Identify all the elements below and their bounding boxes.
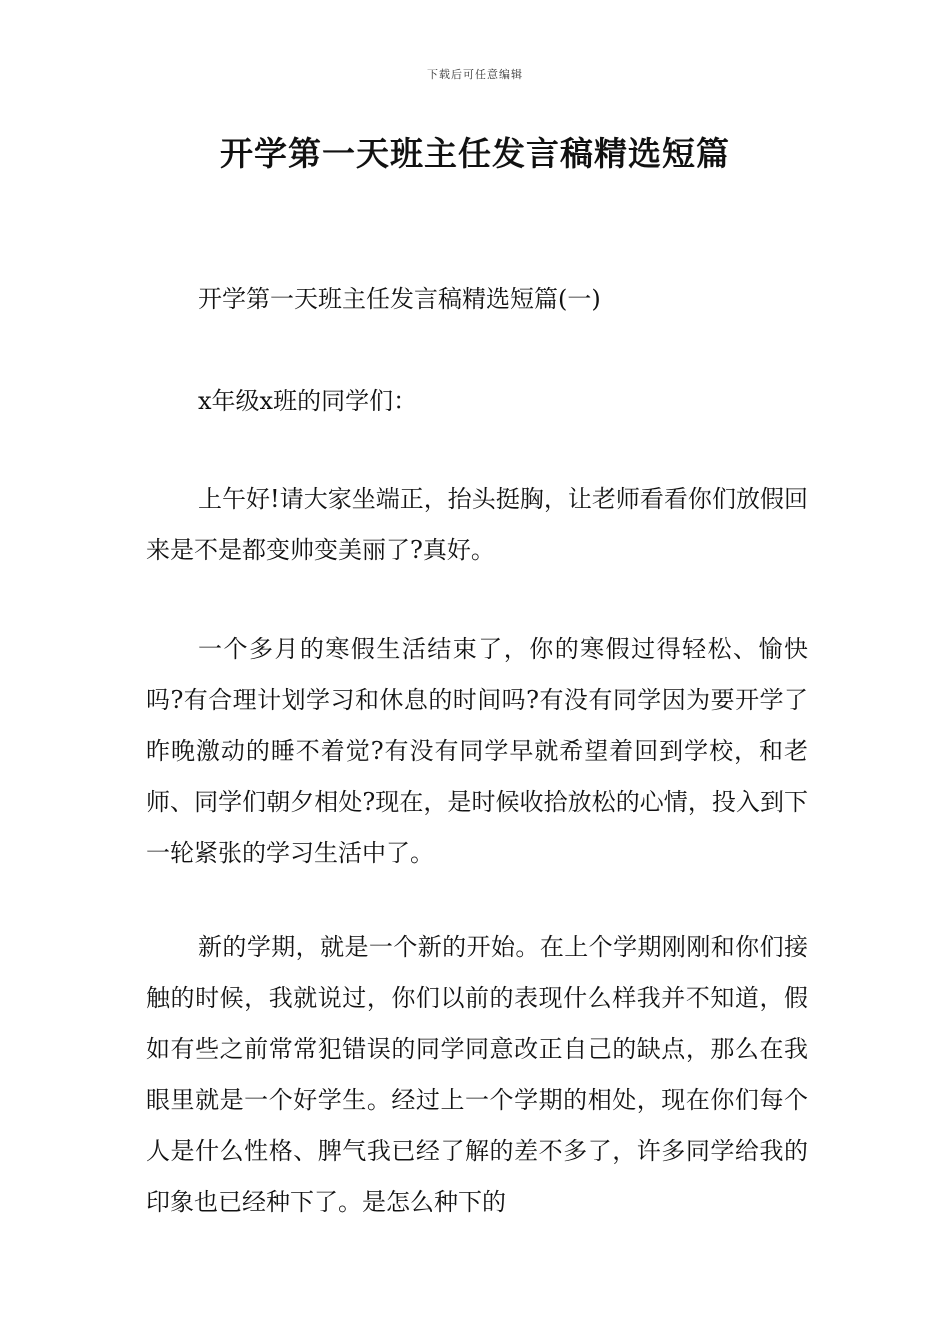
greeting-line: x年级x班的同学们： [198, 387, 418, 415]
document-title: 开学第一天班主任发言稿精选短篇 [220, 134, 730, 173]
paragraph-1: 上午好!请大家坐端正，抬头挺胸，让老师看看你们放假回来是不是都变帅变美丽了?真好。 [146, 485, 808, 564]
section-subtitle: 开学第一天班主任发言稿精选短篇(一) [198, 285, 601, 313]
header-note: 下载后可任意编辑 [427, 68, 523, 81]
paragraph-3: 新的学期，就是一个新的开始。在上个学期刚刚和你们接触的时候，我就说过，你们以前的表现什么样我并不知道，假如有些之前常常犯错误的同学同意改正自己的缺点，那么在我眼里就是一个好学生。经过上一个学期的相处，现在你们每个人是什么性格、脾气我已经了解的差不多了，许多同学给我的印象也已经种下了。是怎么种下的 [146, 933, 808, 1216]
paragraph-2: 一个多月的寒假生活结束了，你的寒假过得轻松、愉快吗?有合理计划学习和休息的时间吗?有没有同学因为要开学了昨晚激动的睡不着觉?有没有同学早就希望着回到学校，和老师、同学们朝夕相处?现在，是时候收拾放松的心情，投入到下一轮紧张的学习生活中了。 [146, 635, 808, 867]
